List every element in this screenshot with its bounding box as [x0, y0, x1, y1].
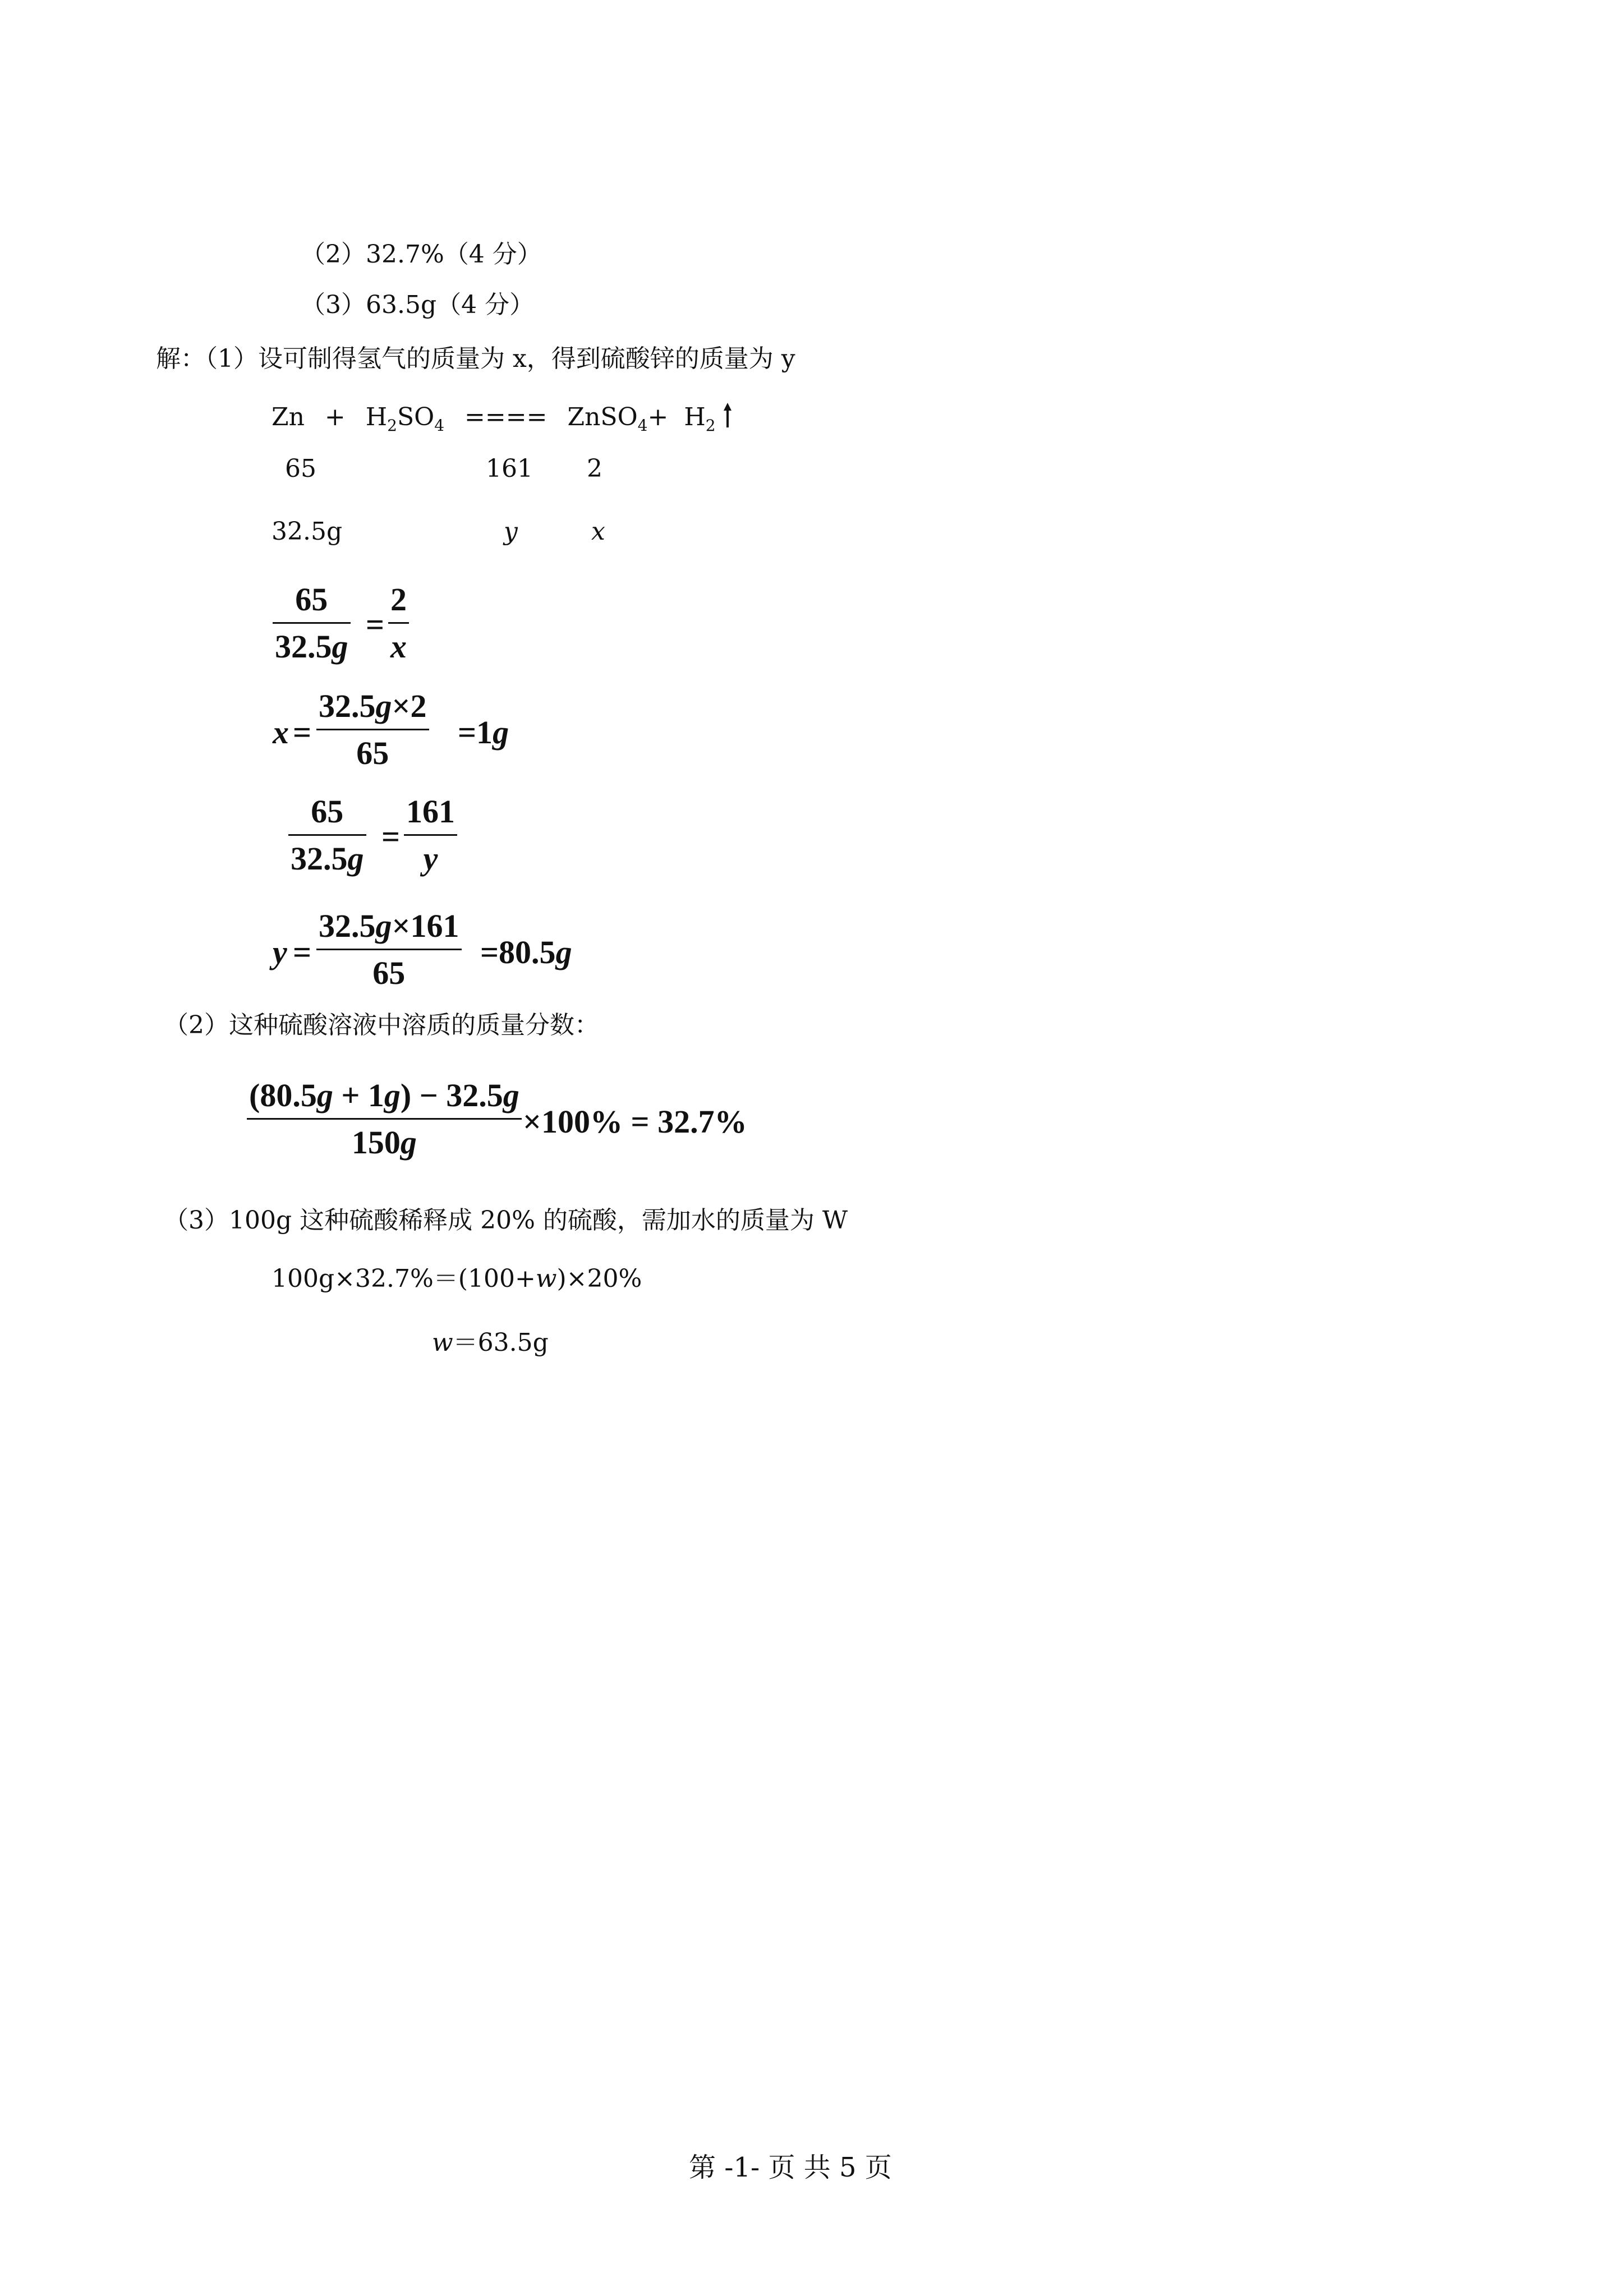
given-x: x	[591, 517, 605, 546]
eq-so: SO	[397, 403, 435, 431]
fraction-161-over-y	[404, 793, 457, 877]
dilution-equation: 100g×32.7%＝(100+w)×20%	[272, 1264, 642, 1293]
mass-znso4: 161	[486, 454, 533, 483]
numerator: 161	[406, 793, 455, 830]
equals-sign: =	[381, 818, 401, 855]
fraction-bar	[316, 729, 429, 730]
mass-zn: 65	[285, 454, 316, 483]
eq-zn: Zn	[272, 403, 305, 431]
numerator: 32.5g×161	[319, 908, 459, 944]
eq-h2: H	[684, 403, 706, 431]
numerator: 2	[390, 581, 407, 618]
eq-equals: ====	[464, 403, 548, 431]
equals-sign: =	[293, 934, 312, 970]
eq-plus-1: +	[324, 403, 346, 431]
fraction-65-over-32-5g	[273, 581, 351, 665]
numerator: 65	[311, 793, 344, 830]
water-mass-result: w＝63.5g	[432, 1328, 549, 1357]
fraction-bar	[273, 622, 351, 624]
eq-h-sub: 2	[387, 416, 397, 435]
solution-intro: 解：（1）设可制得氢气的质量为 x，得到硫酸锌的质量为 y	[156, 344, 795, 373]
fraction-65-over-32-5g	[288, 793, 366, 877]
denominator: 150g	[351, 1124, 417, 1161]
fraction-bar	[316, 949, 462, 950]
eq-plus-2: +	[647, 403, 669, 431]
chemical-equation	[272, 403, 732, 434]
fraction-2-over-x	[388, 581, 409, 665]
denominator: y	[423, 840, 438, 877]
eq-znso: ZnSO	[567, 403, 638, 431]
gas-up-arrow-icon	[724, 403, 732, 427]
result-x: =1g	[458, 714, 509, 751]
numerator: 65	[295, 581, 328, 618]
percentage-result: ×100% = 32.7%	[523, 1103, 747, 1140]
equals-sign: =	[293, 714, 312, 751]
mass-h2: 2	[587, 454, 602, 483]
eq-so-sub: 4	[434, 416, 445, 435]
numerator: (80.5g + 1g) − 32.5g	[249, 1077, 519, 1114]
equals-sign: =	[366, 606, 385, 643]
given-zn: 32.5g	[272, 517, 343, 546]
fraction-bar	[388, 622, 409, 624]
fraction-solute-over-solution	[247, 1077, 522, 1161]
lhs-y: y	[273, 934, 287, 970]
fraction-bar	[404, 834, 457, 836]
denominator: 32.5g	[275, 628, 348, 665]
part3-heading: （3）100g 这种硫酸稀释成 20% 的硫酸，需加水的质量为 W	[164, 1206, 848, 1235]
eq-h2-sub: 2	[705, 416, 716, 435]
fraction-bar	[247, 1118, 522, 1120]
fraction-product-over-65	[316, 688, 429, 772]
lhs-x: x	[273, 714, 289, 751]
denominator: 65	[356, 734, 389, 771]
denominator: 32.5g	[291, 840, 364, 877]
numerator: 32.5g×2	[319, 688, 427, 724]
eq-h: H	[365, 403, 388, 431]
answer-3: （3）63.5g（4 分）	[301, 291, 535, 319]
denominator: x	[390, 628, 407, 665]
page-footer: 第 -1- 页 共 5 页	[689, 2152, 892, 2183]
denominator: 65	[372, 954, 406, 991]
result-y: =80.5g	[480, 934, 572, 970]
part2-heading: （2）这种硫酸溶液中溶质的质量分数：	[164, 1011, 599, 1039]
fraction-bar	[288, 834, 366, 836]
given-y: y	[504, 517, 518, 546]
answer-2: （2）32.7%（4 分）	[301, 240, 542, 269]
eq-znso-sub: 4	[637, 416, 648, 435]
fraction-product-over-65	[316, 908, 462, 992]
